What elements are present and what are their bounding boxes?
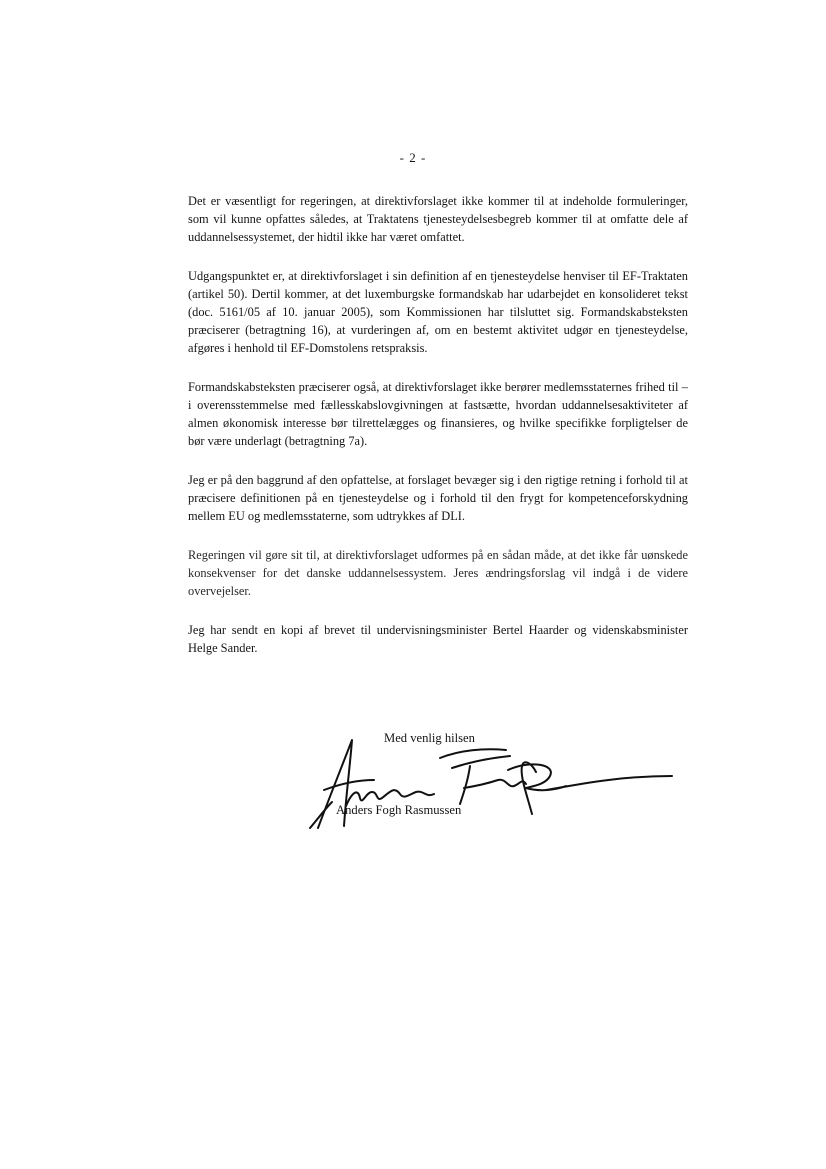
paragraph-4: Jeg er på den baggrund af den opfattelse, at forslaget bevæger sig i den rigtige retning i forhold til at præcisere definitionen på en tjenesteydelse og i forhold til den frygt for kompetenceforskydning mellem EU og medlemsstaterne, som udtrykkes af DLI. [188, 473, 688, 523]
signature-stroke-final-line [546, 776, 672, 790]
handwritten-signature [300, 736, 680, 836]
signature-stroke-last-name-2 [508, 764, 566, 790]
closing-salutation: Med venlig hilsen [384, 731, 475, 745]
signature-stroke-middle-name-3 [464, 780, 526, 788]
page-number: - 2 - [399, 150, 427, 165]
signature-stroke-overline [440, 749, 506, 758]
paragraph-1: Det er væsentligt for regeringen, at direktivforslaget ikke kommer til at indeholde formuleringer, som vil kunne opfattes således, at Traktatens tjenesteydelsesbegreb kommer til at omfatte dele af uddannelsessystemet, der hidtil ikke har været omfattet. [188, 194, 688, 244]
signature-stroke-middle-name [452, 756, 510, 768]
signature-stroke-middle-name-2 [460, 766, 470, 804]
signature-stroke-initial-tail [310, 802, 332, 828]
paragraph-6: Jeg har sendt en kopi af brevet til undervisningsminister Bertel Haarder og videnskabsminister Helge Sander. [188, 623, 688, 655]
paragraph-2: Udgangspunktet er, at direktivforslaget i sin definition af en tjenesteydelse henviser til EF-Traktaten (artikel 50). Dertil kommer, at det luxemburgske formandskab har udarbejdet en konsolideret tekst (doc. 5161/05 af 10. januar 2005), som Kommissionen har tilsluttet sig. Formandskabsteksten præciserer (betragtning 16), at vurderingen af, om en bestemt aktivitet udgør en tjenesteydelse, afgøres i henhold til EF-Domstolens retspraksis. [188, 269, 688, 355]
paragraph-5: Regeringen vil gøre sit til, at direktivforslaget udformes på en sådan måde, at det ikke får uønskede konsekvenser for det danske uddannelsessystem. Jeres ændringsforslag vil indgå i de videre overvejelser. [188, 548, 688, 598]
signer-name: Anders Fogh Rasmussen [336, 803, 462, 817]
paragraph-3: Formandskabsteksten præciserer også, at direktivforslaget ikke berører medlemsstaternes frihed til – i overensstemmelse med fællesskabslovgivningen at fastsætte, hvordan uddannelsesaktiviteter af almen økonomisk interesse bør tilrettelægges og finansieres, og hvilke specifikke forpligtelser de bør være underlagt (betragtning 7a). [188, 380, 688, 448]
letter-body [188, 192, 688, 678]
